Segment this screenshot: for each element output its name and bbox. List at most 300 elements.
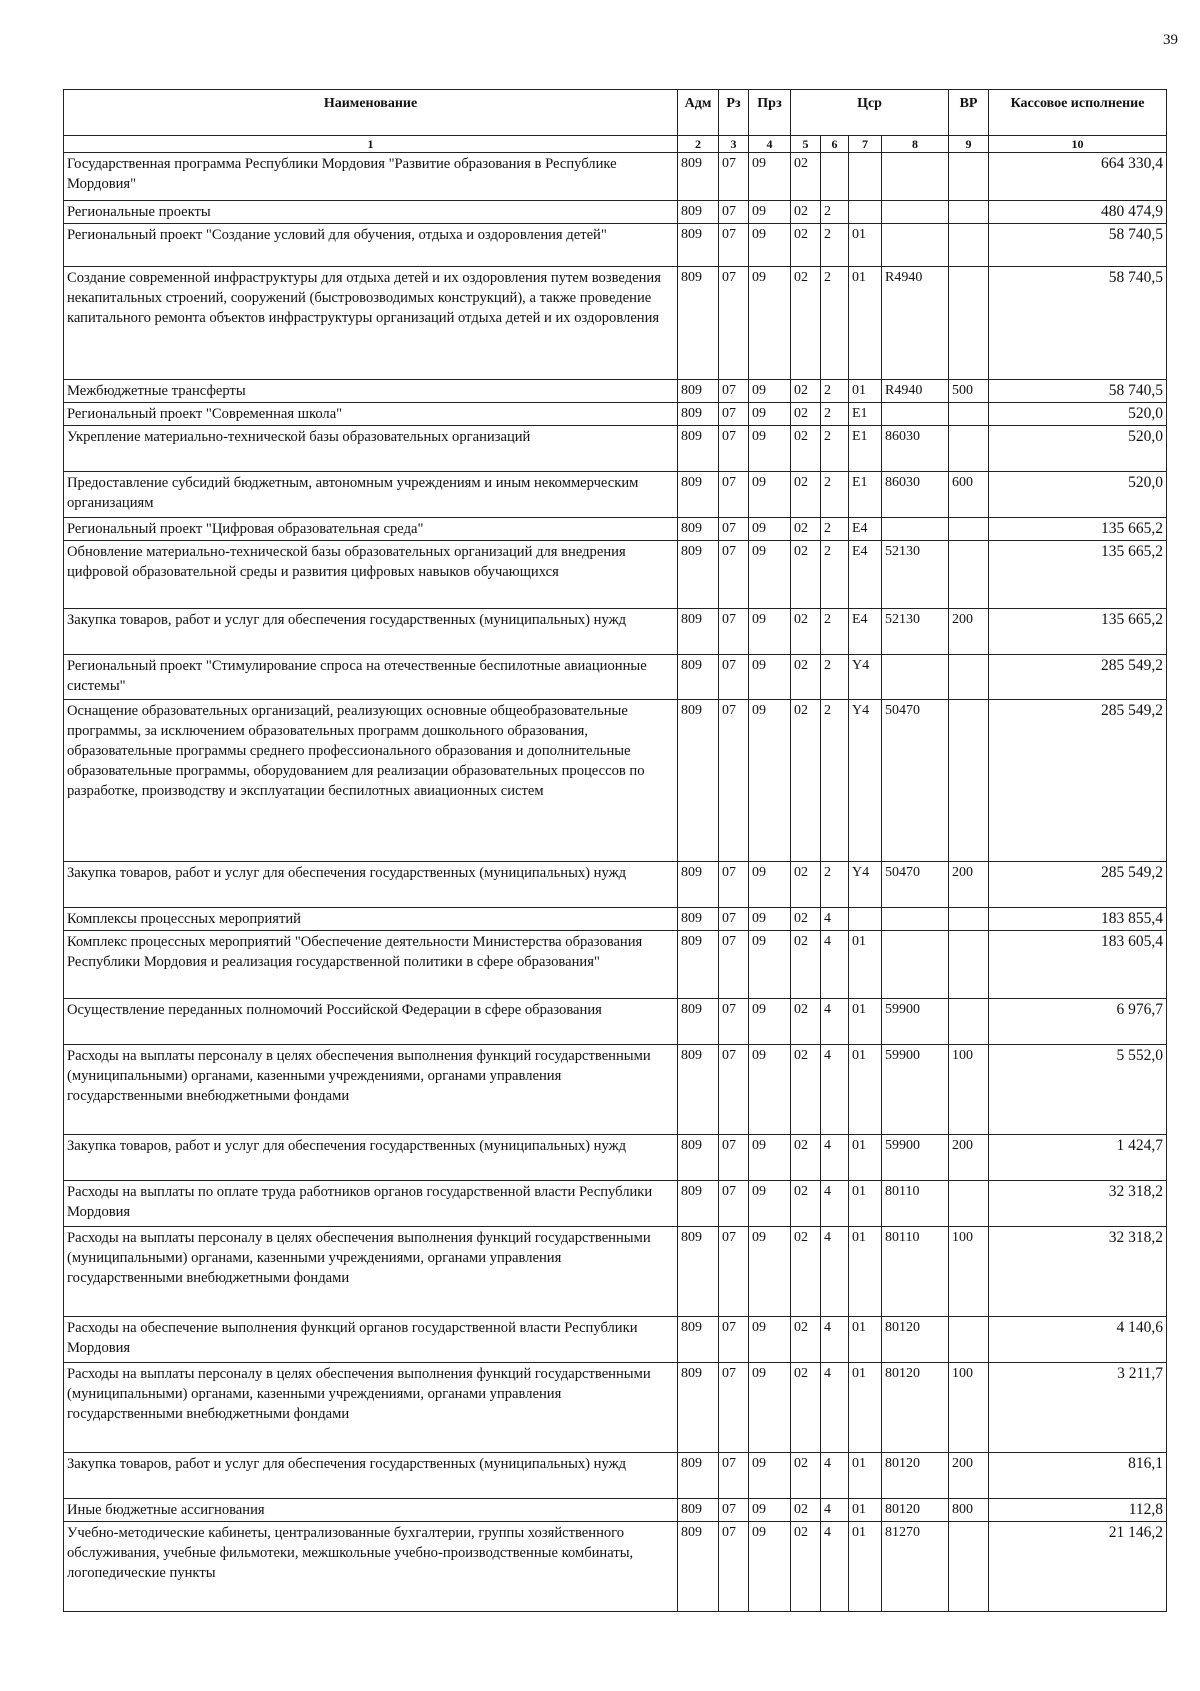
row-csr-direction: 80120 — [882, 1453, 949, 1499]
row-amount: 520,0 — [989, 426, 1167, 472]
column-number: 6 — [821, 136, 849, 153]
row-rz: 07 — [719, 609, 749, 655]
row-prz: 09 — [749, 267, 791, 380]
row-vr: 200 — [949, 1135, 989, 1181]
row-csr-type: 2 — [821, 655, 849, 700]
table-row — [64, 472, 1167, 518]
row-prz: 09 — [749, 426, 791, 472]
row-adm: 809 — [678, 426, 719, 472]
row-name: Региональный проект "Современная школа" — [64, 403, 678, 426]
row-vr — [949, 700, 989, 862]
row-csr-program: 02 — [791, 153, 821, 201]
row-csr-type: 2 — [821, 426, 849, 472]
row-csr-type: 2 — [821, 224, 849, 267]
row-name: Предоставление субсидий бюджетным, автономным учреждениям и иным некоммерческим организациям — [64, 472, 678, 518]
row-csr-type: 4 — [821, 1453, 849, 1499]
row-adm: 809 — [678, 931, 719, 999]
row-vr — [949, 1181, 989, 1227]
row-amount: 664 330,4 — [989, 153, 1167, 201]
row-csr-program: 02 — [791, 1522, 821, 1612]
row-adm: 809 — [678, 1317, 719, 1363]
table-row — [64, 153, 1167, 201]
row-rz: 07 — [719, 472, 749, 518]
row-rz: 07 — [719, 1045, 749, 1135]
row-csr-program: 02 — [791, 862, 821, 908]
row-csr-type: 4 — [821, 1045, 849, 1135]
row-adm: 809 — [678, 472, 719, 518]
table-row — [64, 1227, 1167, 1317]
row-rz: 07 — [719, 908, 749, 931]
row-amount: 32 318,2 — [989, 1181, 1167, 1227]
row-adm: 809 — [678, 201, 719, 224]
row-name: Расходы на выплаты персоналу в целях обеспечения выполнения функций государственными (муниципальными) органами, казенными учреждениями, органами управления государственными внебюджетными фондами — [64, 1227, 678, 1317]
header-adm: Адм — [678, 90, 719, 136]
row-csr-direction: 80120 — [882, 1317, 949, 1363]
row-csr-structural — [849, 908, 882, 931]
row-amount: 183 605,4 — [989, 931, 1167, 999]
row-csr-program: 02 — [791, 931, 821, 999]
row-amount: 520,0 — [989, 403, 1167, 426]
row-amount: 3 211,7 — [989, 1363, 1167, 1453]
row-amount: 520,0 — [989, 472, 1167, 518]
row-prz: 09 — [749, 518, 791, 541]
row-rz: 07 — [719, 931, 749, 999]
row-csr-type: 4 — [821, 1317, 849, 1363]
row-rz: 07 — [719, 655, 749, 700]
row-csr-structural: 01 — [849, 1363, 882, 1453]
table-row — [64, 1363, 1167, 1453]
table-row — [64, 609, 1167, 655]
row-rz: 07 — [719, 153, 749, 201]
row-csr-program: 02 — [791, 380, 821, 403]
row-adm: 809 — [678, 1227, 719, 1317]
row-prz: 09 — [749, 541, 791, 609]
row-csr-type: 4 — [821, 1181, 849, 1227]
row-csr-type: 2 — [821, 201, 849, 224]
row-csr-structural: 01 — [849, 224, 882, 267]
row-name: Расходы на обеспечение выполнения функций органов государственной власти Республики Мордовия — [64, 1317, 678, 1363]
row-rz: 07 — [719, 1317, 749, 1363]
row-amount: 183 855,4 — [989, 908, 1167, 931]
row-vr — [949, 655, 989, 700]
row-csr-program: 02 — [791, 1135, 821, 1181]
row-csr-structural: 01 — [849, 1317, 882, 1363]
table-row — [64, 1499, 1167, 1522]
page-number: 39 — [1163, 32, 1178, 48]
row-csr-type: 2 — [821, 609, 849, 655]
row-rz: 07 — [719, 1135, 749, 1181]
row-name: Межбюджетные трансферты — [64, 380, 678, 403]
row-vr — [949, 1522, 989, 1612]
row-prz: 09 — [749, 931, 791, 999]
row-amount: 816,1 — [989, 1453, 1167, 1499]
row-adm: 809 — [678, 1045, 719, 1135]
row-adm: 809 — [678, 403, 719, 426]
table-row — [64, 862, 1167, 908]
row-csr-structural: 01 — [849, 380, 882, 403]
row-csr-structural — [849, 201, 882, 224]
row-csr-direction: R4940 — [882, 380, 949, 403]
row-csr-program: 02 — [791, 908, 821, 931]
row-amount: 58 740,5 — [989, 380, 1167, 403]
row-csr-type — [821, 153, 849, 201]
row-csr-structural: 01 — [849, 1499, 882, 1522]
row-csr-type: 2 — [821, 518, 849, 541]
row-name: Учебно-методические кабинеты, централизованные бухгалтерии, группы хозяйственного обслуживания, учебные фильмотеки, межшкольные учебно-производственные комбинаты, логопедические пункты — [64, 1522, 678, 1612]
row-vr: 600 — [949, 472, 989, 518]
row-csr-program: 02 — [791, 1227, 821, 1317]
row-rz: 07 — [719, 700, 749, 862]
header-vr: ВР — [949, 90, 989, 136]
row-rz: 07 — [719, 201, 749, 224]
row-vr — [949, 267, 989, 380]
row-prz: 09 — [749, 1499, 791, 1522]
row-name: Закупка товаров, работ и услуг для обеспечения государственных (муниципальных) нужд — [64, 1453, 678, 1499]
row-csr-direction — [882, 655, 949, 700]
row-csr-structural: 01 — [849, 1453, 882, 1499]
row-csr-structural: 01 — [849, 999, 882, 1045]
row-adm: 809 — [678, 1363, 719, 1453]
row-rz: 07 — [719, 403, 749, 426]
row-csr-program: 02 — [791, 1363, 821, 1453]
row-csr-type: 2 — [821, 541, 849, 609]
row-rz: 07 — [719, 1522, 749, 1612]
row-vr — [949, 201, 989, 224]
row-amount: 112,8 — [989, 1499, 1167, 1522]
row-rz: 07 — [719, 267, 749, 380]
row-prz: 09 — [749, 1317, 791, 1363]
row-amount: 135 665,2 — [989, 609, 1167, 655]
row-amount: 135 665,2 — [989, 518, 1167, 541]
row-name: Закупка товаров, работ и услуг для обеспечения государственных (муниципальных) нужд — [64, 609, 678, 655]
row-csr-program: 02 — [791, 1317, 821, 1363]
row-rz: 07 — [719, 1453, 749, 1499]
row-adm: 809 — [678, 224, 719, 267]
row-csr-direction — [882, 931, 949, 999]
row-name: Расходы на выплаты по оплате труда работников органов государственной власти Республики Мордовия — [64, 1181, 678, 1227]
row-amount: 135 665,2 — [989, 541, 1167, 609]
row-csr-type: 4 — [821, 999, 849, 1045]
row-csr-type: 2 — [821, 472, 849, 518]
row-csr-direction: 59900 — [882, 1135, 949, 1181]
row-name: Осуществление переданных полномочий Российской Федерации в сфере образования — [64, 999, 678, 1045]
row-csr-program: 02 — [791, 267, 821, 380]
row-name: Региональные проекты — [64, 201, 678, 224]
row-csr-direction: 80120 — [882, 1363, 949, 1453]
column-number-row — [64, 136, 1167, 153]
row-vr — [949, 224, 989, 267]
row-csr-structural: 01 — [849, 1522, 882, 1612]
row-adm: 809 — [678, 1499, 719, 1522]
row-prz: 09 — [749, 1135, 791, 1181]
row-csr-type: 4 — [821, 1227, 849, 1317]
row-rz: 07 — [719, 1227, 749, 1317]
column-number: 8 — [882, 136, 949, 153]
row-vr — [949, 908, 989, 931]
row-csr-direction — [882, 908, 949, 931]
row-adm: 809 — [678, 999, 719, 1045]
row-csr-direction: 80110 — [882, 1181, 949, 1227]
row-amount: 4 140,6 — [989, 1317, 1167, 1363]
row-adm: 809 — [678, 518, 719, 541]
row-csr-structural: Y4 — [849, 862, 882, 908]
row-adm: 809 — [678, 908, 719, 931]
row-csr-direction: 59900 — [882, 999, 949, 1045]
row-rz: 07 — [719, 1499, 749, 1522]
row-csr-type: 4 — [821, 908, 849, 931]
table-row — [64, 700, 1167, 862]
row-csr-structural: E4 — [849, 609, 882, 655]
row-csr-direction: 80120 — [882, 1499, 949, 1522]
row-csr-program: 02 — [791, 655, 821, 700]
row-vr: 800 — [949, 1499, 989, 1522]
row-csr-direction: 50470 — [882, 700, 949, 862]
row-csr-program: 02 — [791, 224, 821, 267]
row-vr — [949, 426, 989, 472]
row-adm: 809 — [678, 1181, 719, 1227]
row-csr-direction — [882, 518, 949, 541]
row-prz: 09 — [749, 655, 791, 700]
row-csr-type: 4 — [821, 1522, 849, 1612]
row-prz: 09 — [749, 380, 791, 403]
row-csr-direction: 86030 — [882, 426, 949, 472]
row-name: Региональный проект "Создание условий для обучения, отдыха и оздоровления детей" — [64, 224, 678, 267]
row-prz: 09 — [749, 700, 791, 862]
row-csr-structural: 01 — [849, 1135, 882, 1181]
row-csr-type: 2 — [821, 862, 849, 908]
row-prz: 09 — [749, 1181, 791, 1227]
row-adm: 809 — [678, 1135, 719, 1181]
row-prz: 09 — [749, 201, 791, 224]
row-csr-program: 02 — [791, 609, 821, 655]
header-csr: Цср — [791, 90, 949, 136]
row-amount: 5 552,0 — [989, 1045, 1167, 1135]
row-csr-type: 4 — [821, 931, 849, 999]
row-amount: 285 549,2 — [989, 655, 1167, 700]
row-prz: 09 — [749, 1363, 791, 1453]
row-prz: 09 — [749, 403, 791, 426]
row-vr — [949, 153, 989, 201]
row-amount: 285 549,2 — [989, 862, 1167, 908]
row-csr-structural: 01 — [849, 1045, 882, 1135]
row-amount: 58 740,5 — [989, 224, 1167, 267]
row-csr-program: 02 — [791, 700, 821, 862]
row-prz: 09 — [749, 1522, 791, 1612]
row-amount: 21 146,2 — [989, 1522, 1167, 1612]
header-prz: Прз — [749, 90, 791, 136]
row-csr-structural: 01 — [849, 931, 882, 999]
header-rz: Рз — [719, 90, 749, 136]
row-vr — [949, 999, 989, 1045]
row-adm: 809 — [678, 541, 719, 609]
row-amount: 6 976,7 — [989, 999, 1167, 1045]
header-name: Наименование — [64, 90, 678, 136]
table-row — [64, 931, 1167, 999]
row-adm: 809 — [678, 862, 719, 908]
row-csr-direction: 86030 — [882, 472, 949, 518]
row-vr: 200 — [949, 609, 989, 655]
row-prz: 09 — [749, 1045, 791, 1135]
row-adm: 809 — [678, 380, 719, 403]
row-csr-program: 02 — [791, 1181, 821, 1227]
row-vr — [949, 1317, 989, 1363]
row-rz: 07 — [719, 1363, 749, 1453]
column-number: 3 — [719, 136, 749, 153]
row-name: Закупка товаров, работ и услуг для обеспечения государственных (муниципальных) нужд — [64, 1135, 678, 1181]
table-row — [64, 1317, 1167, 1363]
header-row — [64, 90, 1167, 136]
row-csr-structural: E1 — [849, 472, 882, 518]
row-rz: 07 — [719, 862, 749, 908]
row-csr-type: 2 — [821, 403, 849, 426]
row-csr-structural: Y4 — [849, 655, 882, 700]
row-csr-structural: 01 — [849, 267, 882, 380]
row-name: Оснащение образовательных организаций, реализующих основные общеобразовательные программы, за исключением образовательных программ дошкольного образования, образовательные программы среднего профессионального образования и дополнительные образовательные программы, оборудованием для реализации образовательных процессов по разработке, производству и эксплуатации беспилотных авиационных систем — [64, 700, 678, 862]
row-adm: 809 — [678, 609, 719, 655]
column-number: 5 — [791, 136, 821, 153]
table-row — [64, 380, 1167, 403]
column-number: 10 — [989, 136, 1167, 153]
row-name: Региональный проект "Стимулирование спроса на отечественные беспилотные авиационные системы" — [64, 655, 678, 700]
row-name: Комплексы процессных мероприятий — [64, 908, 678, 931]
row-csr-direction — [882, 224, 949, 267]
row-prz: 09 — [749, 999, 791, 1045]
row-csr-type: 2 — [821, 267, 849, 380]
row-csr-program: 02 — [791, 403, 821, 426]
row-csr-type: 4 — [821, 1135, 849, 1181]
row-csr-program: 02 — [791, 472, 821, 518]
row-csr-structural: E4 — [849, 541, 882, 609]
row-name: Обновление материально-технической базы образовательных организаций для внедрения цифровой образовательной среды и развития цифровых навыков обучающихся — [64, 541, 678, 609]
header-kassa: Кассовое исполнение — [989, 90, 1167, 136]
table-row — [64, 1522, 1167, 1612]
row-amount: 1 424,7 — [989, 1135, 1167, 1181]
column-number: 9 — [949, 136, 989, 153]
row-amount: 32 318,2 — [989, 1227, 1167, 1317]
row-vr: 200 — [949, 1453, 989, 1499]
row-vr — [949, 931, 989, 999]
row-vr: 100 — [949, 1045, 989, 1135]
row-csr-program: 02 — [791, 518, 821, 541]
table-row — [64, 999, 1167, 1045]
row-csr-program: 02 — [791, 541, 821, 609]
row-prz: 09 — [749, 1227, 791, 1317]
row-rz: 07 — [719, 426, 749, 472]
table-row — [64, 655, 1167, 700]
column-number: 1 — [64, 136, 678, 153]
row-name: Иные бюджетные ассигнования — [64, 1499, 678, 1522]
row-csr-direction: 81270 — [882, 1522, 949, 1612]
row-vr: 500 — [949, 380, 989, 403]
row-vr: 100 — [949, 1227, 989, 1317]
row-csr-structural — [849, 153, 882, 201]
row-prz: 09 — [749, 862, 791, 908]
row-csr-structural: E1 — [849, 403, 882, 426]
row-name: Государственная программа Республики Мордовия "Развитие образования в Республике Мордовия" — [64, 153, 678, 201]
row-adm: 809 — [678, 700, 719, 862]
row-csr-direction: 80110 — [882, 1227, 949, 1317]
row-vr: 200 — [949, 862, 989, 908]
row-rz: 07 — [719, 541, 749, 609]
row-amount: 58 740,5 — [989, 267, 1167, 380]
row-csr-direction: 50470 — [882, 862, 949, 908]
row-csr-direction — [882, 153, 949, 201]
table-row — [64, 1045, 1167, 1135]
row-rz: 07 — [719, 224, 749, 267]
row-csr-direction: R4940 — [882, 267, 949, 380]
row-name: Расходы на выплаты персоналу в целях обеспечения выполнения функций государственными (муниципальными) органами, казенными учреждениями, органами управления государственными внебюджетными фондами — [64, 1045, 678, 1135]
row-csr-type: 4 — [821, 1363, 849, 1453]
table-row — [64, 908, 1167, 931]
row-csr-direction: 59900 — [882, 1045, 949, 1135]
row-csr-direction — [882, 201, 949, 224]
row-rz: 07 — [719, 1181, 749, 1227]
column-number: 2 — [678, 136, 719, 153]
row-csr-structural: E1 — [849, 426, 882, 472]
row-csr-structural: 01 — [849, 1181, 882, 1227]
row-adm: 809 — [678, 655, 719, 700]
table-row — [64, 1453, 1167, 1499]
row-adm: 809 — [678, 1522, 719, 1612]
row-prz: 09 — [749, 1453, 791, 1499]
table-row — [64, 541, 1167, 609]
row-vr — [949, 541, 989, 609]
row-adm: 809 — [678, 153, 719, 201]
row-csr-type: 2 — [821, 700, 849, 862]
row-csr-program: 02 — [791, 1045, 821, 1135]
row-csr-structural: 01 — [849, 1227, 882, 1317]
row-adm: 809 — [678, 1453, 719, 1499]
row-prz: 09 — [749, 153, 791, 201]
row-csr-structural: Y4 — [849, 700, 882, 862]
row-rz: 07 — [719, 518, 749, 541]
row-csr-direction — [882, 403, 949, 426]
column-number: 4 — [749, 136, 791, 153]
table-row — [64, 1181, 1167, 1227]
row-name: Расходы на выплаты персоналу в целях обеспечения выполнения функций государственными (муниципальными) органами, казенными учреждениями, органами управления государственными внебюджетными фондами — [64, 1363, 678, 1453]
row-csr-program: 02 — [791, 999, 821, 1045]
row-name: Закупка товаров, работ и услуг для обеспечения государственных (муниципальных) нужд — [64, 862, 678, 908]
table-row — [64, 201, 1167, 224]
row-name: Комплекс процессных мероприятий "Обеспечение деятельности Министерства образования Республики Мордовия и реализация государственной политики в сфере образования" — [64, 931, 678, 999]
row-name: Региональный проект "Цифровая образовательная среда" — [64, 518, 678, 541]
row-prz: 09 — [749, 609, 791, 655]
row-vr — [949, 403, 989, 426]
row-vr: 100 — [949, 1363, 989, 1453]
budget-execution-table — [63, 89, 1167, 1612]
row-rz: 07 — [719, 999, 749, 1045]
row-csr-type: 4 — [821, 1499, 849, 1522]
row-vr — [949, 518, 989, 541]
table-row — [64, 267, 1167, 380]
table-row — [64, 1135, 1167, 1181]
row-csr-program: 02 — [791, 426, 821, 472]
table-row — [64, 224, 1167, 267]
table-row — [64, 426, 1167, 472]
row-csr-type: 2 — [821, 380, 849, 403]
row-csr-direction: 52130 — [882, 541, 949, 609]
row-name: Укрепление материально-технической базы образовательных организаций — [64, 426, 678, 472]
row-adm: 809 — [678, 267, 719, 380]
row-name: Создание современной инфраструктуры для отдыха детей и их оздоровления путем возведения некапитальных строений, сооружений (быстровозводимых конструкций), а также проведение капитального ремонта объектов инфраструктуры организаций отдыха детей и их оздоровления — [64, 267, 678, 380]
row-amount: 285 549,2 — [989, 700, 1167, 862]
row-prz: 09 — [749, 908, 791, 931]
row-prz: 09 — [749, 472, 791, 518]
row-csr-program: 02 — [791, 201, 821, 224]
row-csr-program: 02 — [791, 1499, 821, 1522]
table-row — [64, 518, 1167, 541]
column-number: 7 — [849, 136, 882, 153]
